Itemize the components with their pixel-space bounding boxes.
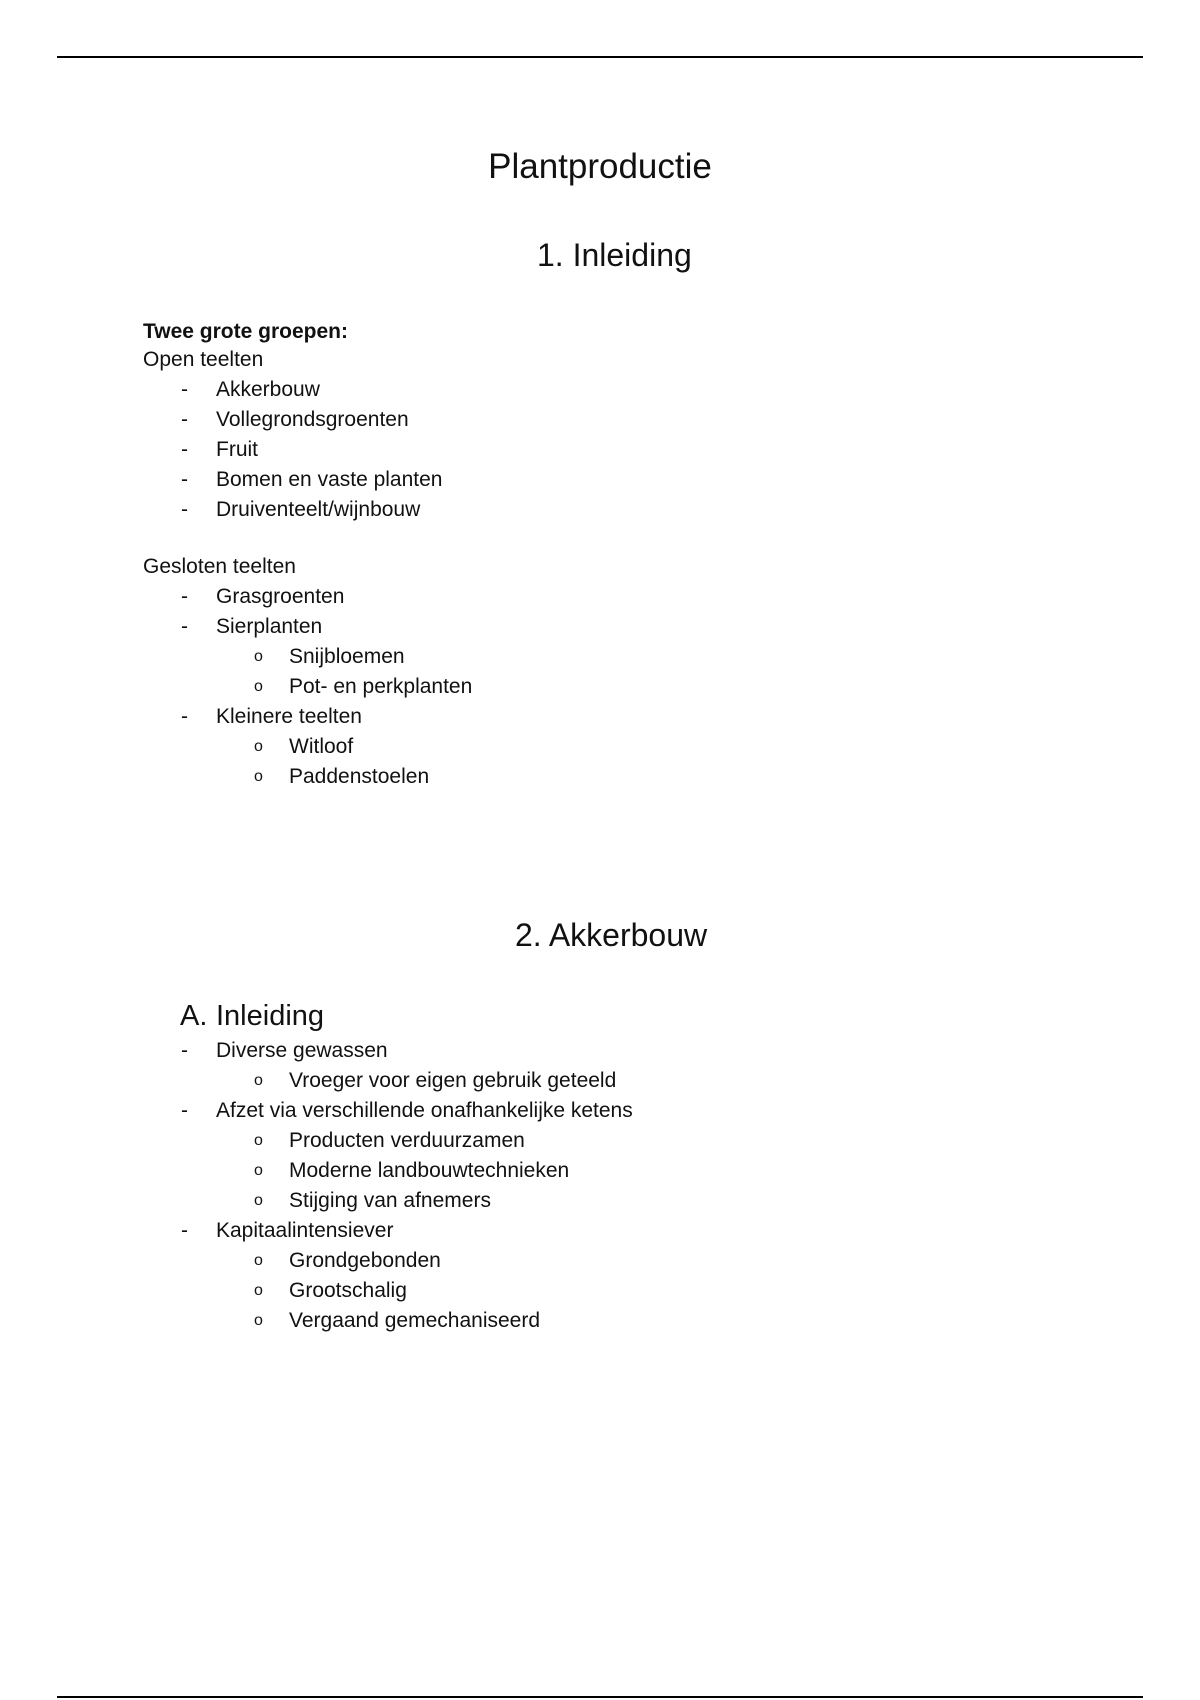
dash-bullet: -	[181, 1039, 188, 1062]
list-item: - Grasgroenten	[143, 582, 472, 612]
dash-bullet: -	[181, 1099, 188, 1122]
sub-list-item: o Paddenstoelen	[143, 762, 472, 792]
circle-bullet: o	[254, 1162, 263, 1179]
dash-bullet: -	[181, 498, 188, 521]
subheading-text: Inleiding	[216, 1000, 325, 1032]
circle-bullet: o	[254, 648, 263, 665]
sub-list-item: o Producten verduurzamen	[143, 1126, 633, 1156]
circle-bullet: o	[254, 1282, 263, 1299]
circle-bullet: o	[254, 1132, 263, 1149]
list-item: - Fruit	[143, 435, 443, 465]
dash-bullet: -	[181, 408, 188, 431]
sub-list-item: o Pot- en perkplanten	[143, 672, 472, 702]
subheading-letter: A.	[180, 1000, 208, 1032]
list-item: - Afzet via verschillende onafhankelijke ketens	[143, 1096, 633, 1126]
section-heading-inleiding: 1. Inleiding	[537, 237, 692, 273]
group-label-open-teelten: Open teelten	[143, 348, 264, 371]
footer-rule	[57, 1696, 1143, 1698]
sub-list-item: o Grondgebonden	[143, 1246, 633, 1276]
document-title: Plantproductie	[488, 147, 712, 186]
dash-bullet: -	[181, 615, 188, 638]
intro-bold-label: Twee grote groepen:	[143, 320, 348, 343]
dash-bullet: -	[181, 705, 188, 728]
list-item: - Druiventeelt/wijnbouw	[143, 495, 443, 525]
list-item: - Kleinere teelten	[143, 702, 472, 732]
circle-bullet: o	[254, 738, 263, 755]
circle-bullet: o	[254, 1312, 263, 1329]
circle-bullet: o	[254, 1072, 263, 1089]
dash-bullet: -	[181, 585, 188, 608]
circle-bullet: o	[254, 1252, 263, 1269]
circle-bullet: o	[254, 768, 263, 785]
header-rule	[57, 56, 1143, 58]
list-item: - Kapitaalintensiever	[143, 1216, 633, 1246]
open-teelten-list	[143, 375, 443, 525]
group-label-gesloten-teelten: Gesloten teelten	[143, 555, 296, 578]
sub-list-item: o Moderne landbouwtechnieken	[143, 1156, 633, 1186]
circle-bullet: o	[254, 1192, 263, 1209]
subheading-inleiding	[180, 996, 324, 1036]
sub-list-item: o Witloof	[143, 732, 472, 762]
list-item: - Vollegrondsgroenten	[143, 405, 443, 435]
dash-bullet: -	[181, 378, 188, 401]
sub-list-item: o Grootschalig	[143, 1276, 633, 1306]
dash-bullet: -	[181, 1219, 188, 1242]
list-item: - Sierplanten	[143, 612, 472, 642]
section-heading-akkerbouw: 2. Akkerbouw	[515, 917, 708, 953]
list-item: - Akkerbouw	[143, 375, 443, 405]
sub-list-item: o Vergaand gemechaniseerd	[143, 1306, 633, 1336]
akkerbouw-list	[143, 1036, 633, 1336]
list-item: - Diverse gewassen	[143, 1036, 633, 1066]
circle-bullet: o	[254, 678, 263, 695]
sub-list-item: o Snijbloemen	[143, 642, 472, 672]
sub-list-item: o Vroeger voor eigen gebruik geteeld	[143, 1066, 633, 1096]
sub-list-item: o Stijging van afnemers	[143, 1186, 633, 1216]
dash-bullet: -	[181, 438, 188, 461]
list-item: - Bomen en vaste planten	[143, 465, 443, 495]
dash-bullet: -	[181, 468, 188, 491]
gesloten-teelten-list	[143, 582, 472, 792]
